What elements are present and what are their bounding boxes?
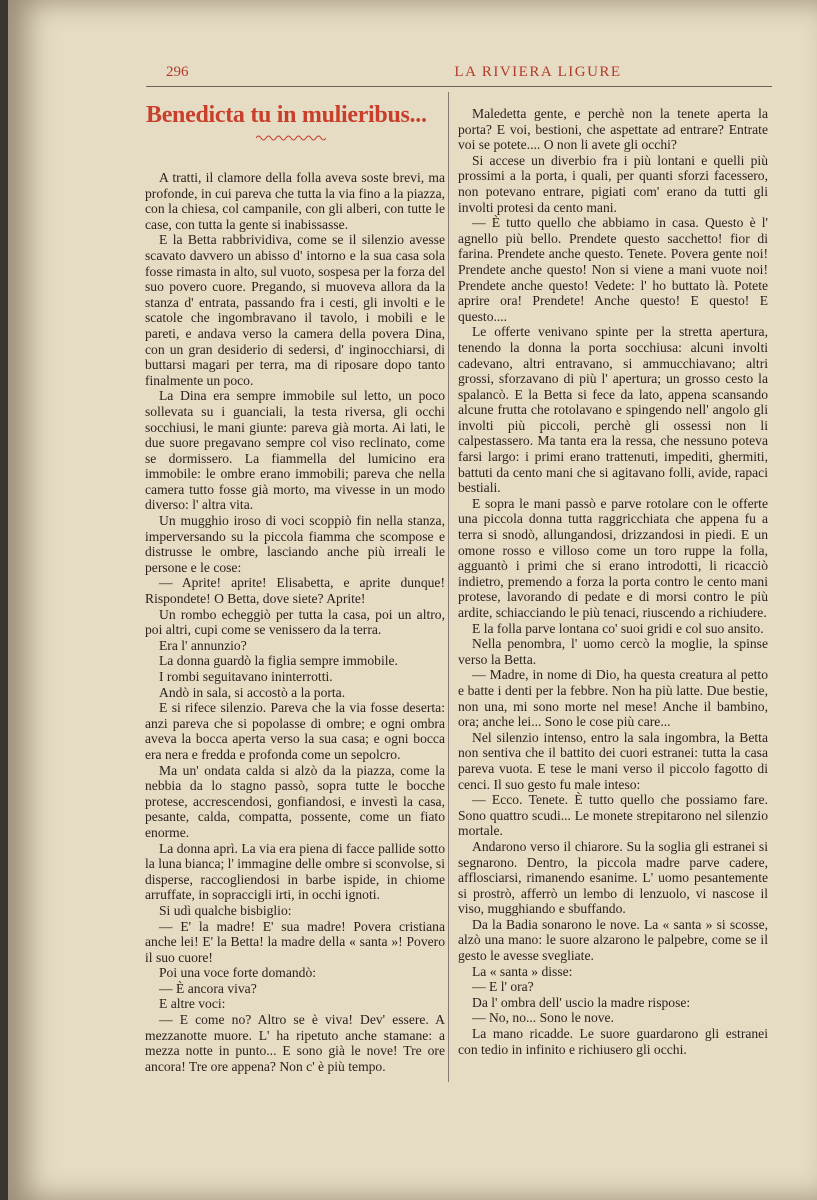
paragraph: Andò in sala, si accostò a la porta. [159, 684, 346, 700]
paragraph: Nel silenzio intenso, entro la sala ingombra, la Betta non sentiva che il battito dei cuori estranei: tutta la casa pareva vuota. E tese le mani verso il piccolo fagotto di cenci. Il suo gesto fu male inteso: [458, 729, 768, 792]
paragraph: Nella penombra, l' uomo cercò la moglie, la spinse verso la Betta. [458, 636, 768, 667]
magazine-page [8, 0, 817, 1200]
paragraph: — È ancora viva? [159, 980, 257, 996]
paragraph: Poi una voce forte domandò: [159, 965, 317, 981]
paragraph: — Madre, in nome di Dio, ha questa creatura al petto e batte i denti per la febbre. Non ha più latte. Due bestie, non una, mi sono morte nel mese! Anche il bambino, ora; anche lei... Sono le cose più care... [458, 667, 768, 730]
paragraph: Era l' annunzio? [159, 637, 247, 653]
paragraph: Le offerte venivano spinte per la stretta apertura, tenendo la donna la porta socchiusa: alcuni involti cadevano, altri entravano, si ammucchiavano; altri grossi, sforzavano di più l' apertura; un grosso cesto la spalancò. E la Betta si fece da lato, appena scansando alcune frutta che rotolavano e spingendo nell' angolo gli involti più piccoli, perchè gli ossessi non li calpestassero. Ma tanta era la ressa, che nessuno poteva farsi largo: i primi erano trattenuti, impediti, ghermiti, battuti da cento mani che si agitavano folli, avide, rapaci bestiali. [458, 324, 768, 496]
paragraph: La « santa » disse: [472, 963, 573, 979]
paragraph: E la folla parve lontana co' suoi gridi e col suo ansito. [472, 620, 764, 636]
paragraph: A tratti, il clamore della folla aveva soste brevi, ma profonde, in cui pareva che tutta la via fino a la piazza, con la chiesa, col campanile, con gli alberi, con tutte le case, con tutta la gente si inabissasse. [145, 170, 445, 232]
paragraph: Maledetta gente, e perchè non la tenete aperta la porta? E voi, bestioni, che aspettate ad entrare? Entrate voi se potete.... O non li avete gli occhi? [458, 106, 768, 153]
paragraph: I rombi seguitavano ininterrotti. [159, 669, 333, 684]
paragraph: Si udì qualche bisbiglio: [159, 902, 292, 918]
paragraph: La donna aprì. La via era piena di facce pallide sotto la luna bianca; l' immagine delle ombre si sconvolse, si disperse, raccogliendosi in barbe ispide, in chiome arruffate, in sopraccigli irti, in occhi ignoti. [145, 840, 445, 903]
running-header: LA RIVIERA LIGURE [454, 64, 622, 80]
paragraph: — Ecco. Tenete. È tutto quello che possiamo fare. Sono quattro scudi... Le monete strepitarono nel silenzio mortale. [458, 792, 768, 839]
paragraph: Si accese un diverbio fra i più lontani e quelli più prossimi a la porta, i quali, per quanti sforzi facessero, non potevano entrare, pigiati com' erano da tutti gli involti protesi da cento mani. [458, 152, 768, 215]
paragraph: Andarono verso il chiarore. Su la soglia gli estranei si segnarono. Dentro, la piccola madre parve cadere, afflosciarsi, rimanendo esanime. L' uomo pesantemente si prostrò, afferrò un lembo di lenzuolo, vi nascose il viso, mugghiando e sbuffando. [458, 838, 768, 917]
paragraph: Un rombo echeggiò per tutta la casa, poi un altro, poi altri, cupi come se venissero da la terra. [145, 606, 445, 638]
title-ornament [256, 134, 326, 142]
article-title: Benedicta tu in mulieribus... [146, 102, 427, 128]
paragraph: — E come no? Altro se è viva! Dev' essere. A mezzanotte muore. L' ha ripetuto anche stamane: a mezza notte in punto... E sono già le nove! Tre ore ancora! Tre ore appena? Non c' è più tempo. [145, 1012, 445, 1074]
paragraph: — E l' ora? [472, 979, 534, 995]
paragraph: E la Betta rabbrividiva, come se il silenzio avesse scavato davvero un abisso d' intorno e la sua casa sola fosse rimasta in alto, sul vuoto, sospesa per la forza del suo povero cuore. Pregando, si muoveva allora da la stanza d' entrata, passando fra i cesti, gli involti e le scatole che ingombravano il tavolo, i mobili e le pareti, e andava verso la camera della povera Dina, con un gran desiderio di sedersi, d' inginocchiarsi, di buttarsi magari per terra, ma di riposare dopo tanto finalmente un poco. [145, 232, 445, 388]
paragraph: E si rifece silenzio. Pareva che la via fosse deserta: anzi pareva che si popolasse di ombre; e ogni ombra aveva la bocca aperta verso la sua casa; e ogni bocca era nera e fredda e profonda come un sepolcro. [145, 700, 445, 762]
paragraph: Un mugghio iroso di voci scoppiò fin nella stanza, imperversando su la piccola fiamma che scompose e distrusse le ombre, lasciando anche più irreali le persone e le cose: [145, 513, 445, 575]
paragraph: La Dina era sempre immobile sul letto, un poco sollevata su i guanciali, la testa riversa, gli occhi socchiusi, le mani giunte: pareva già morta. Ai lati, le due suore pregavano sempre col viso reclinato, come se dormissero. La fiammella del lumicino era immobile: le ombre erano immobili; pareva che nella camera tutto fosse già morto, ma vivesse in un modo diverso: l' altra vita. [145, 388, 445, 513]
right-column [458, 106, 768, 1057]
paragraph: Ma un' ondata calda si alzò da la piazza, come la nebbia da lo stagno passò, sopra tutte le bocche protese, accrescendosi, gonfiandosi, e investì la casa, pesante, calda, compatta, possente, come un fiato enorme. [145, 762, 445, 840]
column-divider [448, 92, 449, 1082]
paragraph: — Aprite! aprite! Elisabetta, e aprite dunque! Rispondete! O Betta, dove siete? Aprite! [145, 575, 445, 607]
page-number: 296 [166, 64, 189, 80]
paragraph: Da l' ombra dell' uscio la madre rispose: [472, 994, 691, 1010]
paragraph: — No, no... Sono le nove. [472, 1010, 614, 1026]
paragraph: E sopra le mani passò e parve rotolare con le offerte una piccola donna tutta raggricchiata che appena fu a terra si snodò, allungandosi, drizzandosi in piedi. E un omone rosso e villoso come un toro ruppe la folla, agguantò i primi che si erano introdotti, li ricacciò indietro, premendo a forza la porta contro le cento mani protese, lavorando di pedate e di morsi contro le più ardite, schiacciando le più tenaci, riuscendo a richiudere. [458, 495, 768, 620]
header-rule [146, 86, 772, 87]
paragraph: — E' la madre! E' sua madre! Povera cristiana anche lei! E' la Betta! la madre della « santa »! Povero il suo cuore! [145, 918, 445, 965]
paragraph: E altre voci: [159, 996, 226, 1012]
paragraph: La donna guardò la figlia sempre immobile. [159, 653, 398, 669]
paragraph: La mano ricadde. Le suore guardarono gli estranei con tedio in infinito e richiusero gli occhi. [458, 1026, 768, 1057]
paragraph: Da la Badia sonarono le nove. La « santa » si scosse, alzò una mano: le suore alzarono le palpebre, come se il gesto le avesse svegliate. [458, 916, 768, 964]
paragraph: — È tutto quello che abbiamo in casa. Questo è l' agnello più bello. Prendete questo sacchetto! fior di farina. Prendete anche questo. Tenete. Povera gente noi! Prendete anche questo! Non si viene a mani vuote noi! Prendete anche questo! Vedete: l' ho buttato là. Potete aprire ora! Prendete! Anche questo! E questo! E questo.... [458, 215, 768, 324]
left-column [145, 170, 445, 1074]
